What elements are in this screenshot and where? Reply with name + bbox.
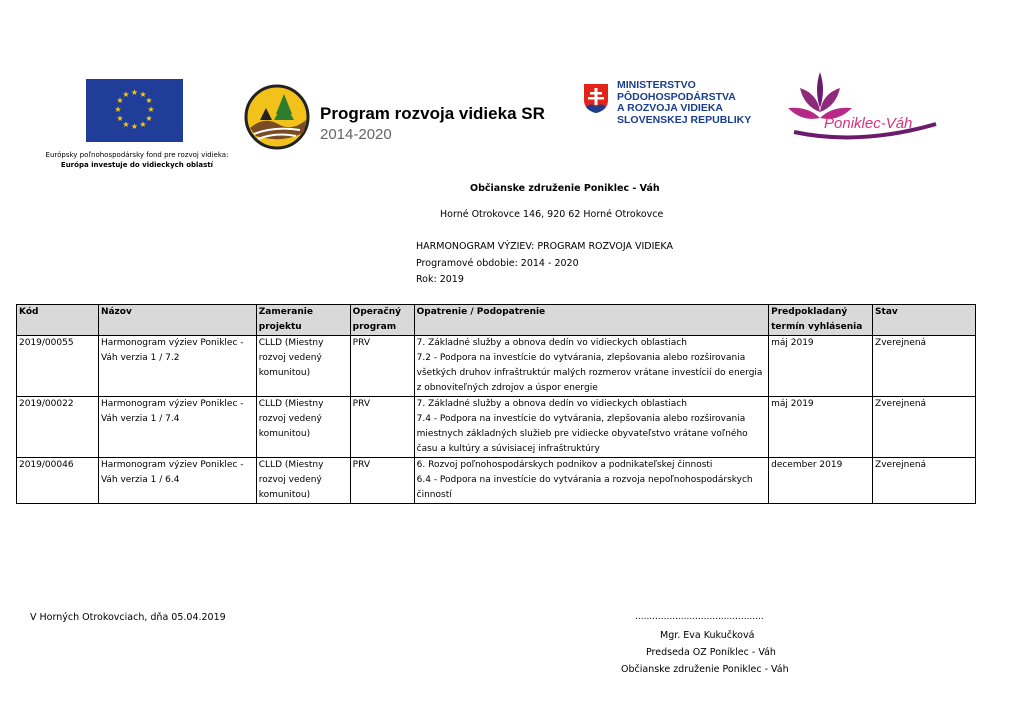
ministry-line1: MINISTERSTVO: [617, 79, 696, 91]
eu-caption-line2: Európa investuje do vidieckych oblastí: [60, 161, 214, 169]
program-period: Programové obdobie: 2014 - 2020: [416, 258, 579, 269]
cell-measure: [414, 458, 768, 504]
signatory-organization: Občianske združenie Poniklec - Váh: [621, 664, 789, 675]
measure-text: 7. Základné služby a obnova dedín vo vidieckych oblastiach: [416, 338, 687, 348]
svg-text:★: ★: [130, 122, 139, 131]
cell-name: Harmonogram výziev Poniklec - Váh verzia 1 / 7.2: [98, 336, 256, 397]
table-row: [17, 458, 976, 504]
cell-date: máj 2019: [769, 397, 873, 458]
prv-years: 2014-2020: [320, 126, 392, 143]
svg-text:★: ★: [116, 96, 124, 105]
svg-text:★: ★: [122, 90, 130, 99]
poniklec-vah-logo: [780, 68, 940, 144]
svg-text:★: ★: [130, 88, 139, 97]
cell-status: Zverejnená: [873, 336, 976, 397]
prv-title: Program rozvoja vidieka SR: [320, 104, 545, 123]
col-header-status: Stav: [873, 305, 976, 336]
slovak-crest-icon: [582, 82, 610, 114]
ministry-logo-text: [617, 80, 751, 126]
cell-program: PRV: [350, 397, 414, 458]
eu-flag-logo: [86, 79, 183, 142]
col-header-focus: Zameranie projektu: [256, 305, 350, 336]
cell-focus: CLLD (Miestny rozvoj vedený komunitou): [256, 397, 350, 458]
cell-focus: CLLD (Miestny rozvoj vedený komunitou): [256, 458, 350, 504]
organization-address: Horné Otrokovce 146, 920 62 Horné Otrokovce: [440, 209, 664, 220]
ministry-line4: SLOVENSKEJ REPUBLIKY: [617, 113, 752, 126]
svg-text:★: ★: [145, 96, 153, 105]
cell-code: 2019/00055: [17, 336, 99, 397]
cell-date: december 2019: [769, 458, 873, 504]
svg-text:★: ★: [145, 114, 153, 123]
document-year: Rok: 2019: [416, 274, 464, 285]
eu-fund-caption: [20, 150, 254, 170]
cell-program: PRV: [350, 336, 414, 397]
measure-text: 7. Základné služby a obnova dedín vo vidieckych oblastiach: [416, 399, 687, 409]
signatory-role: Predseda OZ Poniklec - Váh: [646, 647, 776, 658]
prv-emblem-logo: [244, 84, 310, 150]
col-header-date: Predpokladaný termín vyhlásenia: [769, 305, 873, 336]
col-header-program: Operačný program: [350, 305, 414, 336]
svg-text:★: ★: [147, 105, 155, 114]
col-header-measure: Opatrenie / Podopatrenie: [414, 305, 768, 336]
submeasure-text: 7.4 - Podpora na investície do vytvárania, zlepšovania alebo rozširovania miestnych základných služieb pre vidiecke obyvateľstvo vrátane voľného času a kultúry a súvisiacej infraštruktúry: [416, 414, 748, 454]
cell-measure: [414, 397, 768, 458]
svg-text:★: ★: [114, 105, 122, 114]
cell-name: Harmonogram výziev Poniklec - Váh verzia 1 / 6.4: [98, 458, 256, 504]
signatory-name: Mgr. Eva Kukučková: [660, 630, 755, 641]
col-header-name: Názov: [98, 305, 256, 336]
submeasure-text: 7.2 - Podpora na investície do vytvárania, zlepšovania alebo rozširovania všetkých druhov infraštruktúr malých rozmerov vrátane investícií do energia z obnoviteľných zdrojov a úspor energie: [416, 353, 763, 393]
submeasure-text: 6.4 - Podpora na investície do vytvárania a rozvoja nepoľnohospodárskych činností: [416, 475, 753, 500]
las-logo-text: Poniklec-Váh: [824, 115, 913, 132]
svg-text:★: ★: [139, 90, 147, 99]
cell-program: PRV: [350, 458, 414, 504]
svg-text:★: ★: [116, 114, 124, 123]
place-and-date: V Horných Otrokovciach, dňa 05.04.2019: [30, 612, 226, 623]
table-header-row: [17, 305, 976, 336]
cell-date: máj 2019: [769, 336, 873, 397]
organization-name: Občianske združenie Poniklec - Váh: [470, 183, 660, 194]
cell-code: 2019/00022: [17, 397, 99, 458]
ministry-line2: PÔDOHOSPODÁRSTVA: [617, 90, 736, 103]
cell-measure: [414, 336, 768, 397]
cell-name: Harmonogram výziev Poniklec - Váh verzia 1 / 7.4: [98, 397, 256, 458]
cell-status: Zverejnená: [873, 397, 976, 458]
signature-line: .............................................: [635, 612, 764, 622]
measure-text: 6. Rozvoj poľnohospodárskych podnikov a podnikateľskej činnosti: [416, 460, 713, 470]
calls-schedule-table: [16, 304, 976, 504]
cell-focus: CLLD (Miestny rozvoj vedený komunitou): [256, 336, 350, 397]
eu-caption-line1: Európsky poľnohospodársky fond pre rozvoj vidieka:: [45, 151, 229, 159]
cell-code: 2019/00046: [17, 458, 99, 504]
table-row: [17, 336, 976, 397]
ministry-line3: A ROZVOJA VIDIEKA: [617, 102, 723, 114]
svg-text:★: ★: [139, 120, 147, 129]
document-title: HARMONOGRAM VÝZIEV: PROGRAM ROZVOJA VIDIEKA: [416, 241, 673, 252]
table-row: [17, 397, 976, 458]
cell-status: Zverejnená: [873, 458, 976, 504]
col-header-code: Kód: [17, 305, 99, 336]
svg-text:★: ★: [122, 120, 130, 129]
